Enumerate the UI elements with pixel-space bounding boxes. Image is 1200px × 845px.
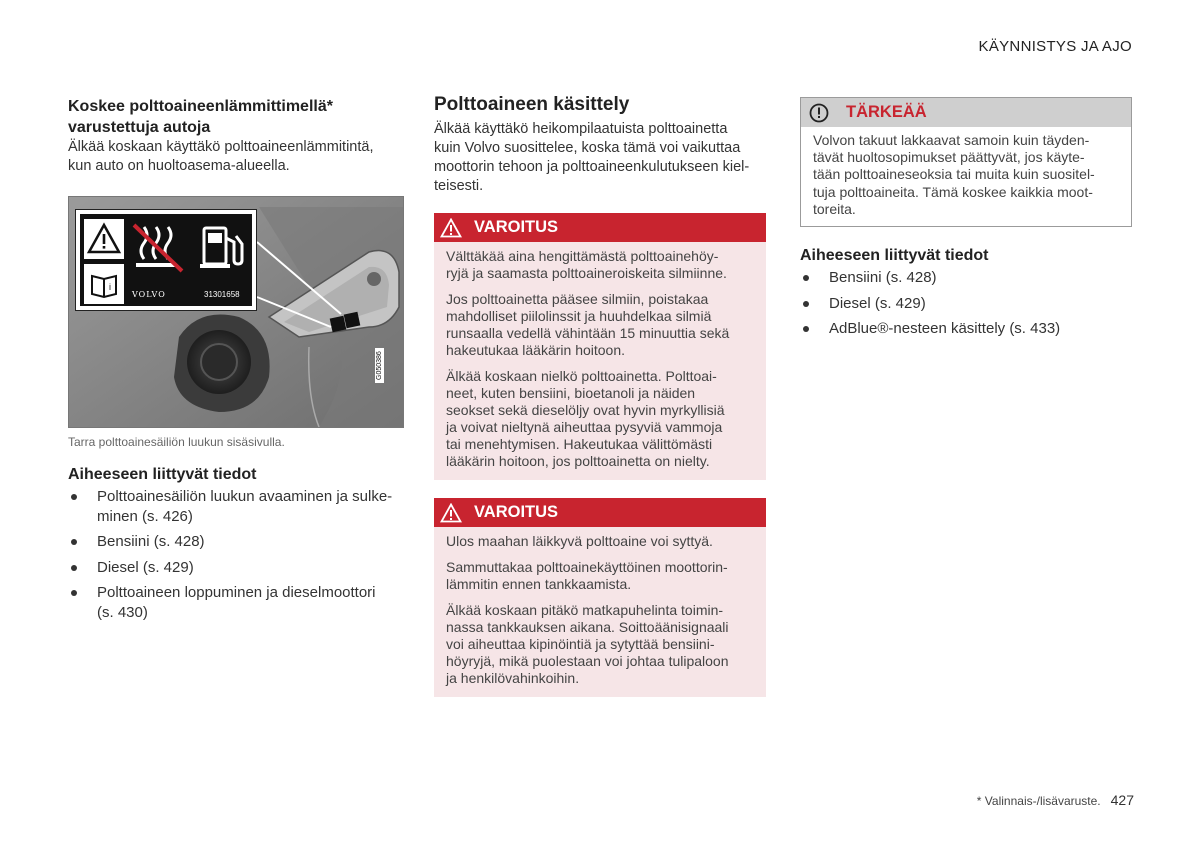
related-heading: Aiheeseen liittyvät tiedot [68, 466, 257, 483]
image-code: G050386 [375, 348, 384, 383]
page-number: 427 [1110, 792, 1134, 808]
column-left [68, 92, 402, 628]
intro-line2: kun auto on huoltoasema-alueella. [68, 158, 290, 174]
related-info-left [68, 464, 402, 622]
exclamation-circle-icon [809, 103, 829, 123]
related-heading: Aiheeseen liittyvät tiedot [800, 247, 989, 265]
section-title: KÄYNNISTYS JA AJO [978, 38, 1132, 55]
section-heading: Polttoaineen käsittely [434, 94, 630, 115]
warning-triangle-icon [440, 503, 462, 523]
related-info-right [800, 245, 1132, 339]
warning-title: VAROITUS [474, 503, 559, 521]
warning-triangle-icon [440, 218, 462, 238]
related-link[interactable]: Polttoainesäiliön luukun avaaminen ja sulke- minen (s. 426) [68, 487, 402, 526]
warning-box-1 [434, 213, 766, 480]
page-footer [977, 792, 1134, 808]
figure-caption: Tarra polttoainesäiliön luukun sisäsivulla. [68, 435, 285, 449]
no-heater-icon [130, 219, 186, 275]
label-part-number: 31301658 [204, 290, 240, 299]
related-link[interactable]: Bensiini (s. 428) [68, 532, 402, 552]
warning-paragraph: Välttäkää aina hengittämästä polttoainehöy- ryjä ja saamasta polttoaineroiskeita silmiinne. [446, 248, 727, 281]
important-header [801, 98, 1131, 127]
fuel-pump-icon [196, 220, 246, 274]
warning-body [434, 527, 766, 697]
important-title: TÄRKEÄÄ [846, 103, 927, 121]
intro-line1: Älkää koskaan käyttäkö polttoaineenlämmitintä, [68, 139, 374, 155]
intro-line: moottorin tehoon ja polttoaineenkulutukseen kiel- [434, 159, 750, 175]
fuel-flap-photo [68, 196, 404, 428]
related-link[interactable]: Diesel (s. 429) [800, 294, 1132, 314]
important-body: Volvon takuut lakkaavat samoin kuin täyden- tävät huoltosopimukset päättyvät, jos käyte- tään polttoaineseoksia tai muita kuin suositel- tuja polttoaineita. Tämä koskee kaikkia moot- toreita. [813, 132, 1095, 217]
manual-book-icon [84, 264, 124, 304]
warning-body [434, 242, 766, 480]
svg-text:i: i [109, 282, 111, 292]
important-box [800, 97, 1132, 227]
warning-header [434, 498, 766, 527]
warning-box-2 [434, 498, 766, 697]
warning-paragraph: Älkää koskaan nielkö polttoainetta. Polttoai- neet, kuten bensiini, bioetanoli ja näiden seokset sekä dieselöljy ovat hyvin myrkyllisiä ja voivat nieltynä aiheuttaa pysyviä vammoja tai menehtymisen. Hakeutukaa välittömästi lääkärin hoitoon, jos polttoainetta on nielty. [446, 368, 725, 469]
related-link[interactable]: AdBlue®-nesteen käsittely (s. 433) [800, 319, 1132, 339]
column-right [800, 92, 1132, 345]
warning-paragraph: Ulos maahan läikkyvä polttoaine voi syttyä. [446, 533, 713, 549]
intro-line: Älkää käyttäkö heikompilaatuista polttoainetta [434, 121, 728, 137]
intro-line: kuin Volvo suosittelee, koska tämä voi vaikuttaa [434, 140, 741, 156]
fuel-flap-label [75, 209, 257, 311]
related-link[interactable]: Polttoaineen loppuminen ja dieselmoottori (s. 430) [68, 583, 402, 622]
warning-paragraph: Sammuttakaa polttoainekäyttöinen moottorin- lämmitin ennen tankkaamista. [446, 559, 728, 592]
related-link[interactable]: Diesel (s. 429) [68, 558, 402, 578]
footnote: * Valinnais-/lisävaruste. [976, 794, 1101, 808]
warning-title: VAROITUS [474, 218, 559, 236]
related-link[interactable]: Bensiini (s. 428) [800, 268, 1132, 288]
label-brand: VOLVO [132, 290, 166, 299]
warning-header [434, 213, 766, 242]
subheading-line2: varustettuja autoja [68, 119, 211, 136]
intro-line: teisesti. [434, 178, 484, 194]
column-middle [434, 92, 766, 697]
warning-triangle-icon [84, 219, 124, 259]
subheading-line1: Koskee polttoaineenlämmittimellä* [68, 98, 333, 115]
warning-paragraph: Jos polttoainetta pääsee silmiin, poistakaa mahdolliset piilolinssit ja huuhdelkaa silmiä runsaalla vedellä vähintään 15 minuuttia sekä hakeutukaa lääkärin hoitoon. [446, 291, 730, 358]
warning-paragraph: Älkää koskaan pitäkö matkapuhelinta toimin- nassa tankkauksen aikana. Soittoäänisignaali voi aiheuttaa kipinöintiä ja sytyttää bensiini- höyryjä, mikä puolestaan voi johtaa tulipaloon ja henkilövahinkoihin. [446, 602, 729, 686]
